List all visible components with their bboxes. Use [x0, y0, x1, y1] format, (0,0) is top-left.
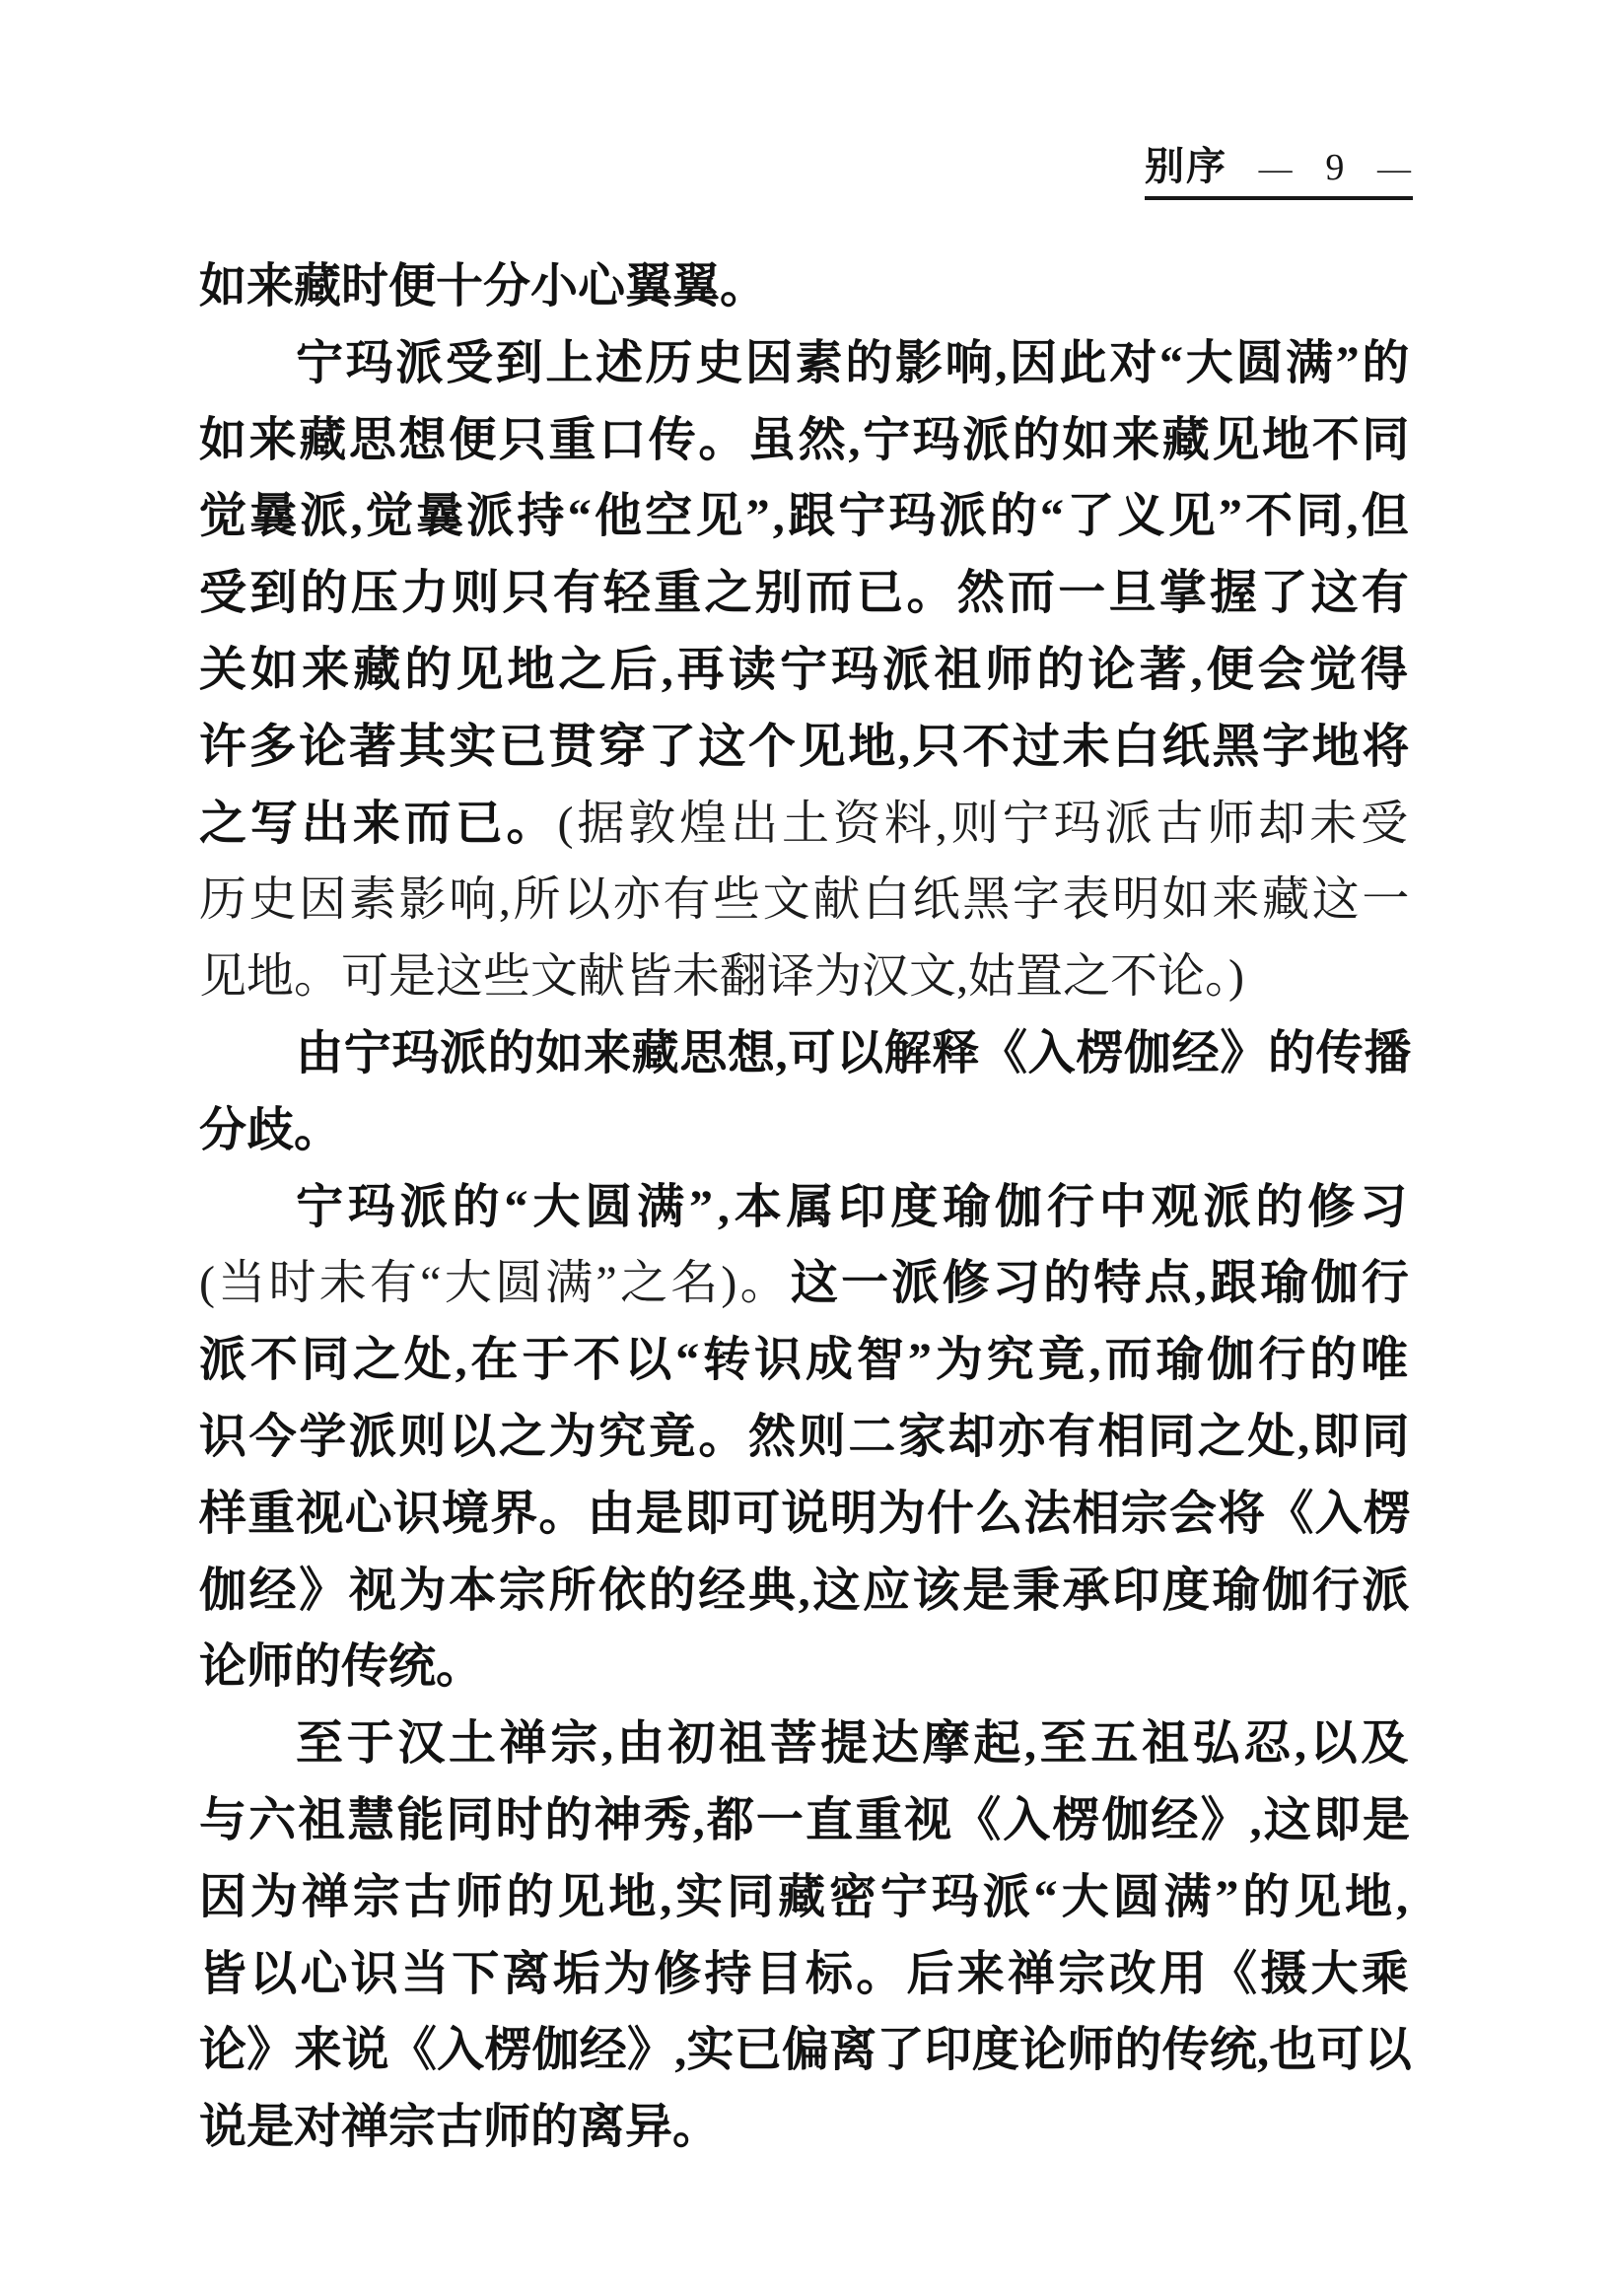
- song-text-segment: 说是对禅宗古师的离异。: [199, 2101, 721, 2154]
- song-text-segment: 伽经》视为本宗所依的经典,这应该是秉承印度瑜伽行派: [199, 1564, 1412, 1617]
- song-text-segment: 受到的压力则只有轻重之别而已。然而一旦掌握了这有: [199, 567, 1412, 620]
- text-line-inner: [199, 786, 1412, 863]
- text-line: [199, 786, 1412, 863]
- text-line: [199, 1859, 1412, 1936]
- kai-text-segment: (据敦煌出土资料,则宁玛派古师却未受: [557, 797, 1412, 850]
- text-line-inner: [199, 2089, 720, 2166]
- text-line: [199, 1322, 1412, 1399]
- text-line-inner: [199, 1782, 1412, 1859]
- kai-text-segment: (当时未有“大圆满”之名)。: [199, 1257, 791, 1310]
- text-line-inner: [296, 1705, 1412, 1782]
- text-line-inner: [199, 1322, 1412, 1399]
- song-text-segment: 如来藏时便十分小心翼翼。: [199, 260, 768, 313]
- text-line-inner: [199, 1476, 1412, 1553]
- text-line: [199, 555, 1412, 632]
- kai-text-segment: 见地。可是这些文献皆未翻译为汉文,姑置之不论。): [199, 950, 1244, 1004]
- text-line: [199, 1629, 1412, 1705]
- song-text-segment: 关如来藏的见地之后,再读宁玛派祖师的论著,便会觉得: [199, 643, 1412, 696]
- text-line: [199, 1936, 1412, 2013]
- text-line-inner: [199, 1245, 1412, 1322]
- text-line: [199, 1782, 1412, 1859]
- text-line: [199, 402, 1412, 479]
- text-line: [199, 248, 1412, 325]
- song-text-segment: 皆以心识当下离垢为修持目标。后来禅宗改用《摄大乘: [199, 1947, 1412, 2000]
- text-line-inner: [199, 2012, 1412, 2089]
- text-line-inner: [199, 1629, 483, 1705]
- song-text-segment: 论师的传统。: [199, 1640, 484, 1694]
- text-line-inner: [296, 1015, 1412, 1092]
- section-title: 别序: [1145, 144, 1227, 188]
- song-text-segment: 识今学派则以之为究竟。然则二家却亦有相同之处,即同: [199, 1410, 1412, 1463]
- text-line: [199, 478, 1412, 555]
- song-text-segment: 样重视心识境界。由是即可说明为什么法相宗会将《入楞: [199, 1487, 1412, 1540]
- text-line-inner: [199, 862, 1412, 939]
- text-line: [199, 632, 1412, 709]
- text-line-inner: [199, 709, 1412, 786]
- song-text-segment: 之写出来而已。: [199, 797, 558, 850]
- running-head: [1145, 146, 1413, 200]
- kai-text-segment: 历史因素影响,所以亦有些文献白纸黑字表明如来藏这一: [199, 873, 1412, 927]
- text-line: [199, 709, 1412, 786]
- header-dash-left: —: [1258, 151, 1295, 187]
- text-line-inner: [199, 1553, 1412, 1630]
- song-text-segment: 这一派修习的特点,跟瑜伽行: [790, 1257, 1412, 1310]
- text-line: [199, 1169, 1412, 1246]
- text-line: [199, 939, 1412, 1015]
- text-line: [199, 862, 1412, 939]
- text-line: [199, 2089, 1412, 2166]
- song-text-segment: 觉曩派,觉曩派持“他空见”,跟宁玛派的“了义见”不同,但: [199, 490, 1412, 543]
- song-text-segment: 许多论著其实已贯穿了这个见地,只不过未白纸黑字地将: [199, 720, 1412, 773]
- text-line: [199, 1553, 1412, 1630]
- text-line-inner: [296, 1169, 1412, 1246]
- text-line: [199, 1476, 1412, 1553]
- text-line-inner: [296, 325, 1412, 402]
- song-text-segment: 论》来说《入楞伽经》,实已偏离了印度论师的传统,也可以: [199, 2024, 1412, 2077]
- text-line-inner: [199, 1859, 1412, 1936]
- song-text-segment: 由宁玛派的如来藏思想,可以解释《入楞伽经》的传播: [296, 1026, 1412, 1079]
- song-text-segment: 分歧。: [199, 1103, 342, 1156]
- header-dash-right: —: [1376, 151, 1413, 187]
- song-text-segment: 派不同之处,在于不以“转识成智”为究竟,而瑜伽行的唯: [199, 1334, 1412, 1387]
- song-text-segment: 至于汉土禅宗,由初祖菩提达摩起,至五祖弘忍,以及: [296, 1717, 1412, 1771]
- song-text-segment: 宁玛派受到上述历史因素的影响,因此对“大圆满”的: [296, 336, 1412, 389]
- text-line: [199, 1092, 1412, 1169]
- text-line-inner: [199, 248, 767, 325]
- text-block: [199, 248, 1412, 2166]
- song-text-segment: 宁玛派的“大圆满”,本属印度瑜伽行中观派的修习: [296, 1180, 1412, 1233]
- page-number: 9: [1325, 147, 1347, 188]
- song-text-segment: 如来藏思想便只重口传。虽然,宁玛派的如来藏见地不同: [199, 413, 1412, 466]
- text-line-inner: [199, 402, 1412, 479]
- text-line-inner: [199, 478, 1412, 555]
- text-line: [199, 325, 1412, 402]
- text-line: [199, 2012, 1412, 2089]
- text-line: [199, 1399, 1412, 1476]
- text-line: [199, 1705, 1412, 1782]
- text-line-inner: [199, 632, 1412, 709]
- text-line-inner: [199, 1092, 341, 1169]
- text-line-inner: [199, 1936, 1412, 2013]
- song-text-segment: 因为禅宗古师的见地,实同藏密宁玛派“大圆满”的见地,: [199, 1870, 1412, 1923]
- text-line-inner: [199, 1399, 1412, 1476]
- text-line: [199, 1015, 1412, 1092]
- text-line-inner: [199, 939, 1244, 1015]
- text-line-inner: [199, 555, 1412, 632]
- text-line: [199, 1245, 1412, 1322]
- song-text-segment: 与六祖慧能同时的神秀,都一直重视《入楞伽经》,这即是: [199, 1793, 1412, 1846]
